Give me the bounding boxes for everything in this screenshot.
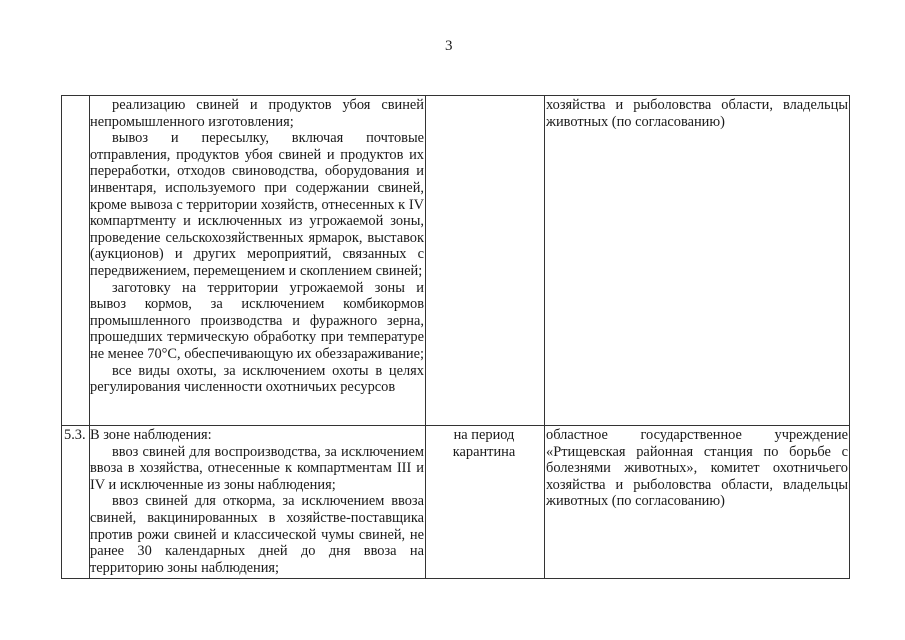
responsible-text: хозяйства и рыболовства области, владельцы животных (по согласованию) <box>546 97 848 130</box>
responsible-cell <box>546 97 848 130</box>
table-top-border <box>61 95 850 96</box>
measure-paragraph: реализацию свиней и продуктов убоя свиней непромышленного изготовления; <box>90 97 424 130</box>
table-bottom-border <box>61 578 850 579</box>
row-number: 5.3. <box>64 427 86 443</box>
table-right-border <box>849 95 850 579</box>
page-number: 3 <box>445 38 453 54</box>
measures-table <box>61 95 850 579</box>
table-left-border <box>61 95 62 579</box>
column-divider <box>544 95 545 579</box>
row-divider <box>61 425 850 426</box>
table-row <box>90 97 424 396</box>
measure-paragraph: ввоз свиней для откорма, за исключением ввоза свиней, вакцинированных в хозяйстве-поставщика против рожи свиней и классической чумы свиней, не ранее 30 календарных дней до дня ввоза на территорию зоны наблюдения; <box>90 493 424 576</box>
table-row <box>90 427 424 576</box>
measure-paragraph: все виды охоты, за исключением охоты в целях регулирования численности охотничьих ресурсов <box>90 362 424 396</box>
period-cell: на период карантина <box>452 427 516 460</box>
responsible-cell <box>546 427 848 510</box>
measure-paragraph: вывоз и пересылку, включая почтовые отправления, продуктов убоя свиней и продуктов их переработки, отходов свиноводства, оборудования и инвентаря, используемого при содержании свиней, кроме вывоза с территории хозяйств, отнесенных к IV компартменту и исключенных из угрожаемой зоны, проведение сельскохозяйственных ярмарок, выставок (аукционов) и других мероприятий, связанных с передвижением, перемещением и скоплением свиней; <box>90 130 424 279</box>
column-divider <box>425 95 426 579</box>
measure-paragraph: заготовку на территории угрожаемой зоны и вывоз кормов, за исключением комбикормов промышленного производства и фуражного зерна, прошедших термическую обработку при температуре не менее 70°С, обеспечивающую их обеззараживание; <box>90 279 425 362</box>
responsible-text: областное государственное учреждение «Ртищевская районная станция по борьбе с болезнями животных», комитет охотничьего хозяйства и рыболовства области, владельцы животных (по согласованию) <box>546 427 848 510</box>
measure-heading: В зоне наблюдения: <box>90 427 212 443</box>
measure-paragraph: ввоз свиней для воспроизводства, за исключением ввоза в хозяйства, отнесенные к компартментам III и IV и исключенные из зоны наблюдения; <box>90 443 424 493</box>
